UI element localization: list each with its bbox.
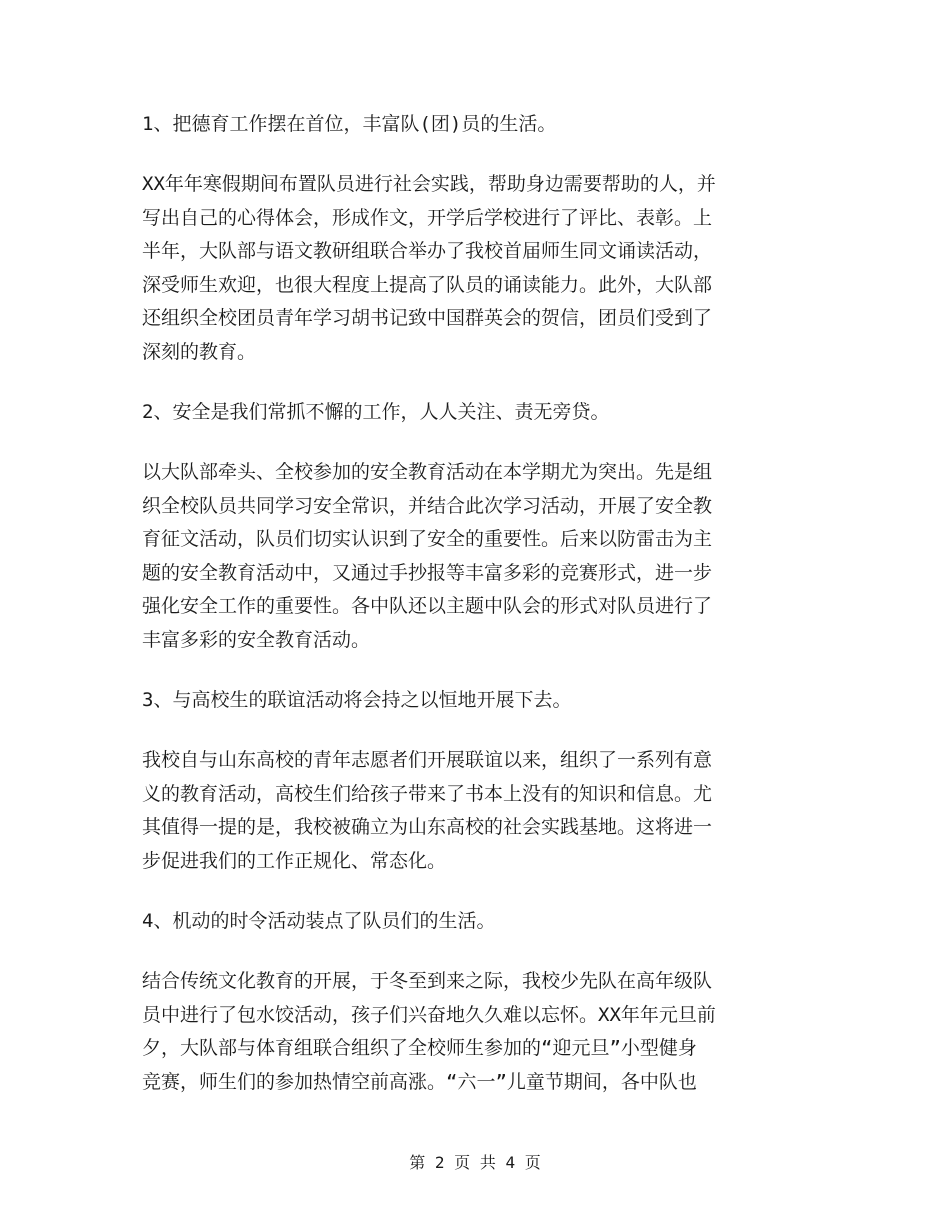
text-line: 育征文活动，队员们切实认识到了安全的重要性。后来以防雷击为主 — [142, 528, 713, 550]
text-line: 织全校队员共同学习安全常识，并结合此次学习活动，开展了安全教 — [142, 494, 713, 517]
document-body — [142, 108, 802, 1126]
text-line: 结合传统文化教育的开展，于冬至到来之际，我校少先队在高年级队 — [142, 970, 713, 992]
page-footer: 第 2 页 共 4 页 — [409, 1153, 541, 1172]
text-line: 竞赛，师生们的参加热情空前高涨。“六一”儿童节期间，各中队也 — [142, 1070, 697, 1093]
text-line: 还组织全校团员青年学习胡书记致中国群英会的贺信，团员们受到了 — [142, 307, 713, 329]
text-line: 深受师生欢迎，也很大程度上提高了队员的诵读能力。此外，大队部 — [142, 273, 713, 296]
text-line: 夕，大队部与体育组联合组织了全校师生参加的“迎元旦”小型健身 — [142, 1037, 697, 1059]
section-paragraph-4 — [142, 965, 802, 1099]
section-paragraph-1 — [142, 168, 802, 369]
section-heading-1: 1、把德育工作摆在首位，丰富队(团)员的生活。 — [142, 113, 557, 135]
text-line: 半年，大队部与语文教研组联合举办了我校首届师生同文诵读活动， — [142, 240, 713, 262]
text-line: 义的教育活动，高校生们给孩子带来了书本上没有的知识和信息。尤 — [142, 782, 713, 805]
text-line: 其值得一提的是，我校被确立为山东高校的社会实践基地。这将进一 — [142, 816, 713, 838]
text-line: 以大队部牵头、全校参加的安全教育活动在本学期尤为突出。先是组 — [142, 461, 713, 483]
text-line: 深刻的教育。 — [142, 340, 257, 363]
text-line: 题的安全教育活动中，又通过手抄报等丰富多彩的竞赛形式，进一步 — [142, 561, 713, 584]
text-line: 强化安全工作的重要性。各中队还以主题中队会的形式对队员进行了 — [142, 595, 713, 617]
section-paragraph-3 — [142, 744, 802, 878]
text-line: 丰富多彩的安全教育活动。 — [142, 628, 371, 651]
section-heading-4: 4、机动的时令活动装点了队员们的生活。 — [142, 910, 496, 932]
text-line: 写出自己的心得体会，形成作文，开学后学校进行了评比、表彰。上 — [142, 206, 713, 229]
text-line: XX年年寒假期间布置队员进行社会实践，帮助身边需要帮助的人，并 — [142, 173, 716, 195]
text-line: 我校自与山东高校的青年志愿者们开展联谊以来，组织了一系列有意 — [142, 749, 713, 771]
section-paragraph-2 — [142, 456, 802, 657]
section-heading-3: 3、与高校生的联谊活动将会持之以恒地开展下去。 — [142, 689, 572, 711]
section-heading-2: 2、安全是我们常抓不懈的工作，人人关注、责无旁贷。 — [142, 401, 610, 423]
text-line: 步促进我们的工作正规化、常态化。 — [142, 849, 447, 872]
text-line: 员中进行了包水饺活动，孩子们兴奋地久久难以忘怀。XX年年元旦前 — [142, 1003, 716, 1026]
